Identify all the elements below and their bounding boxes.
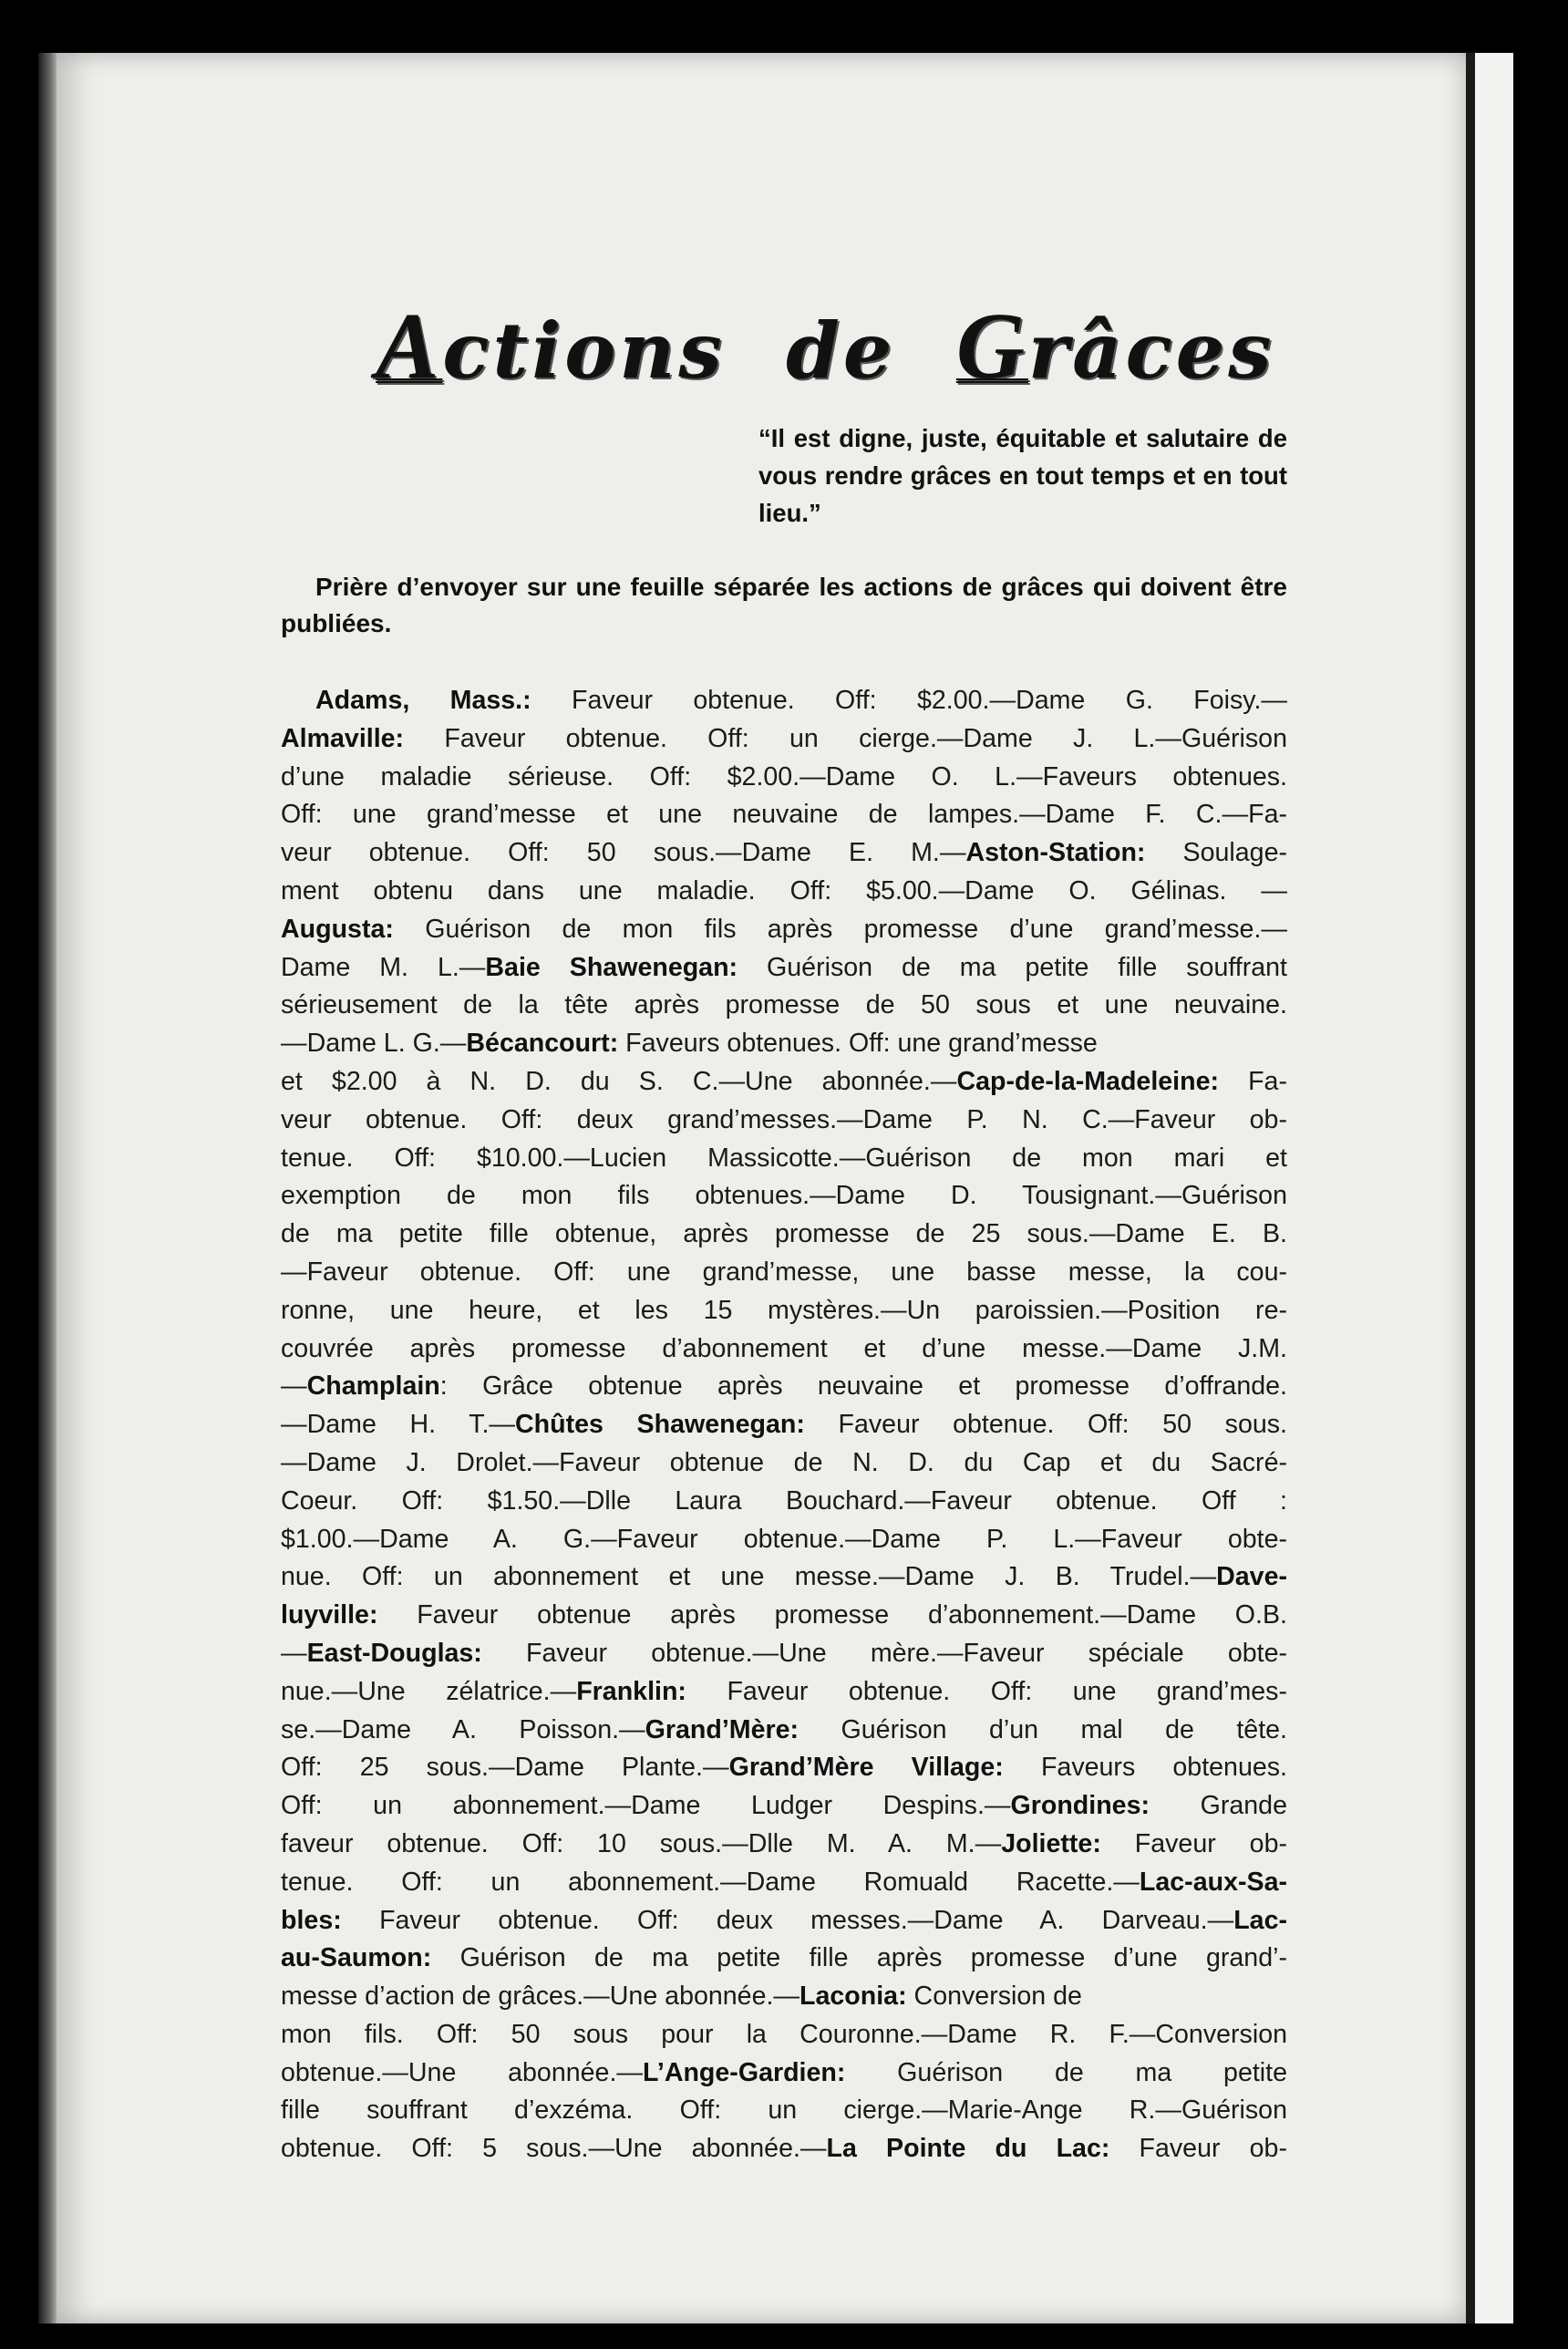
title-word-actions: ctions bbox=[442, 305, 726, 396]
facing-page-edge bbox=[1475, 53, 1513, 2323]
place-name: East-Douglas: bbox=[306, 1638, 482, 1668]
entry-text: obtenue.—Une abonnée.— bbox=[281, 2057, 643, 2087]
entry-text: obtenue. Off: 5 sous.—Une abonnée.— bbox=[281, 2134, 827, 2164]
place-name: Champlain bbox=[306, 1371, 440, 1402]
entry-text: Guérison d’un mal de tête. bbox=[799, 1714, 1287, 1744]
entry-text: Coeur. Off: $1.50.—Dlle Laura Bouchard.—Faveur obtenue. Off : bbox=[281, 1485, 1287, 1516]
text-line bbox=[281, 1787, 1287, 1826]
title-initial-a: A bbox=[376, 294, 443, 398]
text-line bbox=[281, 1406, 1287, 1444]
entry-text: : Grâce obtenue après neuvaine et promesse d’offrande. bbox=[439, 1371, 1287, 1402]
place-name: Baie Shawenegan: bbox=[485, 952, 738, 982]
text-line bbox=[281, 1597, 1287, 1635]
entry-text: faveur obtenue. Off: 10 sous.—Dlle M. A. M.— bbox=[281, 1828, 1002, 1858]
title-word-graces: râces bbox=[1027, 305, 1275, 396]
entry-text: tenue. Off: un abonnement.—Dame Romuald Racette.— bbox=[281, 1867, 1140, 1897]
place-name: Laconia: bbox=[799, 1982, 907, 2012]
place-name: Grand’Mère Village: bbox=[728, 1753, 1004, 1783]
entry-text: Faveur obtenue.—Une mère.—Faveur spéciale obte- bbox=[481, 1638, 1287, 1668]
text-line bbox=[281, 949, 1287, 988]
entry-text: nue. Off: un abonnement et une messe.—Dame J. B. Trudel.— bbox=[281, 1562, 1217, 1592]
text-line bbox=[281, 911, 1287, 949]
entry-text: Faveurs obtenues. Off: une grand’messe bbox=[618, 1029, 1098, 1059]
place-name: Grand’Mère: bbox=[645, 1714, 799, 1744]
entry-text: Off: 25 sous.—Dame Plante.— bbox=[281, 1753, 729, 1783]
entry-text: —Dame H. T.— bbox=[281, 1410, 516, 1440]
entry-text: Grande bbox=[1150, 1791, 1287, 1821]
place-name: Grondines: bbox=[1010, 1791, 1150, 1821]
text-line bbox=[281, 1444, 1287, 1483]
entry-text: mon fils. Off: 50 sous pour la Couronne.—Dame R. F.—Conversion bbox=[281, 2019, 1287, 2049]
place-name: Augusta: bbox=[281, 914, 394, 944]
entry-text: nue.—Une zélatrice.— bbox=[281, 1676, 577, 1706]
text-line bbox=[281, 2092, 1287, 2130]
text-line bbox=[281, 1483, 1287, 1521]
entry-text: $1.00.—Dame A. G.—Faveur obtenue.—Dame P. L.—Faveur obte- bbox=[281, 1524, 1287, 1554]
text-line bbox=[281, 1558, 1287, 1597]
entry-text: couvrée après promesse d’abonnement et d’une messe.—Dame J.M. bbox=[281, 1333, 1287, 1363]
entry-text: de ma petite fille obtenue, après promesse de 25 sous.—Dame E. B. bbox=[281, 1219, 1287, 1249]
entry-text: Faveur obtenue. Off: une grand’mes- bbox=[686, 1676, 1287, 1706]
text-line bbox=[281, 2130, 1287, 2168]
text-line bbox=[281, 1025, 1287, 1063]
entry-text: Off: une grand’messe et une neuvaine de lampes.—Dame F. C.—Fa- bbox=[281, 800, 1287, 830]
text-line bbox=[281, 796, 1287, 834]
title-word-de: de bbox=[786, 305, 896, 396]
entry-text: tenue. Off: $10.00.—Lucien Massicotte.—Guérison de mon mari et bbox=[281, 1143, 1287, 1173]
place-name: Almaville: bbox=[281, 723, 405, 753]
entry-text: sérieusement de la tête après promesse de 50 sous et une neuvaine. bbox=[281, 990, 1287, 1020]
entry-text: Faveur obtenue. Off: un cierge.—Dame J. L.—Guérison bbox=[404, 723, 1287, 753]
text-line bbox=[281, 1368, 1287, 1406]
entry-text: messe d’action de grâces.—Une abonnée.— bbox=[281, 1982, 800, 2012]
place-name: La Pointe du Lac: bbox=[826, 2134, 1110, 2164]
text-line bbox=[281, 1140, 1287, 1178]
text-line bbox=[281, 1521, 1287, 1559]
entry-text: Faveur ob- bbox=[1100, 1828, 1287, 1858]
thanksgiving-entries bbox=[281, 682, 1287, 2168]
place-name: Joliette: bbox=[1001, 1828, 1101, 1858]
text-line bbox=[281, 1063, 1287, 1102]
text-line bbox=[281, 1102, 1287, 1140]
epigraph-quote: “Il est digne, juste, équitable et salutaire de vous rendre grâces en tout temps et en tout lieu.” bbox=[758, 424, 1287, 527]
place-name: L’Ange-Gardien: bbox=[642, 2057, 846, 2087]
page-binding-edge bbox=[38, 53, 58, 2323]
place-name: Cap-de-la-Madeleine: bbox=[956, 1066, 1220, 1096]
entry-text: Faveur obtenue. Off: 50 sous. bbox=[804, 1410, 1287, 1440]
text-line bbox=[281, 1749, 1287, 1787]
text-line bbox=[281, 1330, 1287, 1369]
entry-text: Guérison de ma petite fille après promesse d’une grand’- bbox=[431, 1943, 1287, 1973]
entry-text: —Faveur obtenue. Off: une grand’messe, une basse messe, la cou- bbox=[281, 1257, 1287, 1287]
entry-text: Conversion de bbox=[906, 1982, 1082, 2012]
entry-text: — bbox=[281, 1371, 307, 1402]
submission-notice: Prière d’envoyer sur une feuille séparée les actions de grâces qui doivent être publiées. bbox=[281, 573, 1287, 637]
text-line bbox=[281, 1254, 1287, 1292]
place-name: bles: bbox=[281, 1905, 342, 1935]
text-line bbox=[281, 2016, 1287, 2054]
entry-text: exemption de mon fils obtenues.—Dame D. Tousignant.—Guérison bbox=[281, 1181, 1287, 1211]
text-line bbox=[281, 873, 1287, 911]
entry-text: Soulage- bbox=[1145, 838, 1287, 868]
entry-text: Faveur obtenue. Off: $2.00.—Dame G. Foisy.— bbox=[531, 686, 1287, 715]
text-line bbox=[281, 1940, 1287, 1978]
text-line bbox=[281, 2054, 1287, 2093]
entry-text: ronne, une heure, et les 15 mystères.—Un paroissien.—Position re- bbox=[281, 1295, 1287, 1325]
text-line bbox=[281, 682, 1287, 720]
entry-text: Dame M. L.— bbox=[281, 952, 486, 982]
entry-text: — bbox=[281, 1638, 307, 1668]
entry-text: —Dame J. Drolet.—Faveur obtenue de N. D. du Cap et du Sacré- bbox=[281, 1447, 1287, 1477]
place-name: Dave- bbox=[1216, 1562, 1287, 1592]
entry-text: Guérison de mon fils après promesse d’une grand’messe.— bbox=[393, 914, 1287, 944]
entry-text: Off: un abonnement.—Dame Ludger Despins.— bbox=[281, 1791, 1011, 1821]
text-line bbox=[281, 1826, 1287, 1864]
place-name: Franklin: bbox=[576, 1676, 686, 1706]
title-initial-g: G bbox=[955, 294, 1028, 398]
entry-text: fille souffrant d’exzéma. Off: un cierge.—Marie-Ange R.—Guérison bbox=[281, 2095, 1287, 2126]
text-line bbox=[281, 987, 1287, 1025]
entry-text: d’une maladie sérieuse. Off: $2.00.—Dame O. L.—Faveurs obtenues. bbox=[281, 761, 1287, 792]
place-name: luyville: bbox=[281, 1600, 378, 1630]
entry-text: et $2.00 à N. D. du S. C.—Une abonnée.— bbox=[281, 1066, 957, 1096]
text-line bbox=[281, 1177, 1287, 1216]
text-line bbox=[281, 1978, 1287, 2016]
text-line bbox=[281, 1673, 1287, 1712]
entry-text: Faveurs obtenues. bbox=[1003, 1753, 1287, 1783]
entry-text: Guérison de ma petite bbox=[845, 2057, 1287, 2087]
text-line bbox=[281, 1216, 1287, 1254]
place-name: Chûtes Shawenegan: bbox=[515, 1410, 805, 1440]
text-line bbox=[281, 1292, 1287, 1330]
entry-text: Faveur obtenue après promesse d’abonnement.—Dame O.B. bbox=[377, 1600, 1287, 1630]
text-line bbox=[281, 720, 1287, 759]
place-name: Aston-Station: bbox=[965, 838, 1146, 868]
place-name: Lac- bbox=[1233, 1905, 1287, 1935]
entry-text: veur obtenue. Off: deux grand’messes.—Dame P. N. C.—Faveur ob- bbox=[281, 1104, 1287, 1134]
text-line bbox=[281, 759, 1287, 797]
entry-text: Fa- bbox=[1219, 1066, 1287, 1096]
place-name: Adams, Mass.: bbox=[315, 686, 531, 715]
text-line bbox=[281, 1635, 1287, 1673]
entry-text: Faveur obtenue. Off: deux messes.—Dame A. Darveau.— bbox=[341, 1905, 1234, 1935]
text-line bbox=[281, 1712, 1287, 1750]
place-name: Bécancourt: bbox=[466, 1029, 619, 1059]
text-line bbox=[281, 834, 1287, 873]
place-name: au-Saumon: bbox=[281, 1943, 432, 1973]
entry-text: Guérison de ma petite fille souffrant bbox=[738, 952, 1287, 982]
page-title bbox=[376, 292, 1275, 400]
text-line bbox=[281, 1902, 1287, 1940]
entry-text: ment obtenu dans une maladie. Off: $5.00.—Dame O. Gélinas. — bbox=[281, 875, 1287, 905]
entry-text: veur obtenue. Off: 50 sous.—Dame E. M.— bbox=[281, 838, 966, 868]
entry-text: Faveur ob- bbox=[1109, 2134, 1287, 2164]
place-name: Lac-aux-Sa- bbox=[1139, 1867, 1287, 1897]
entry-text: se.—Dame A. Poisson.— bbox=[281, 1714, 645, 1744]
text-line bbox=[281, 1864, 1287, 1902]
entry-text: —Dame L. G.— bbox=[281, 1029, 467, 1059]
